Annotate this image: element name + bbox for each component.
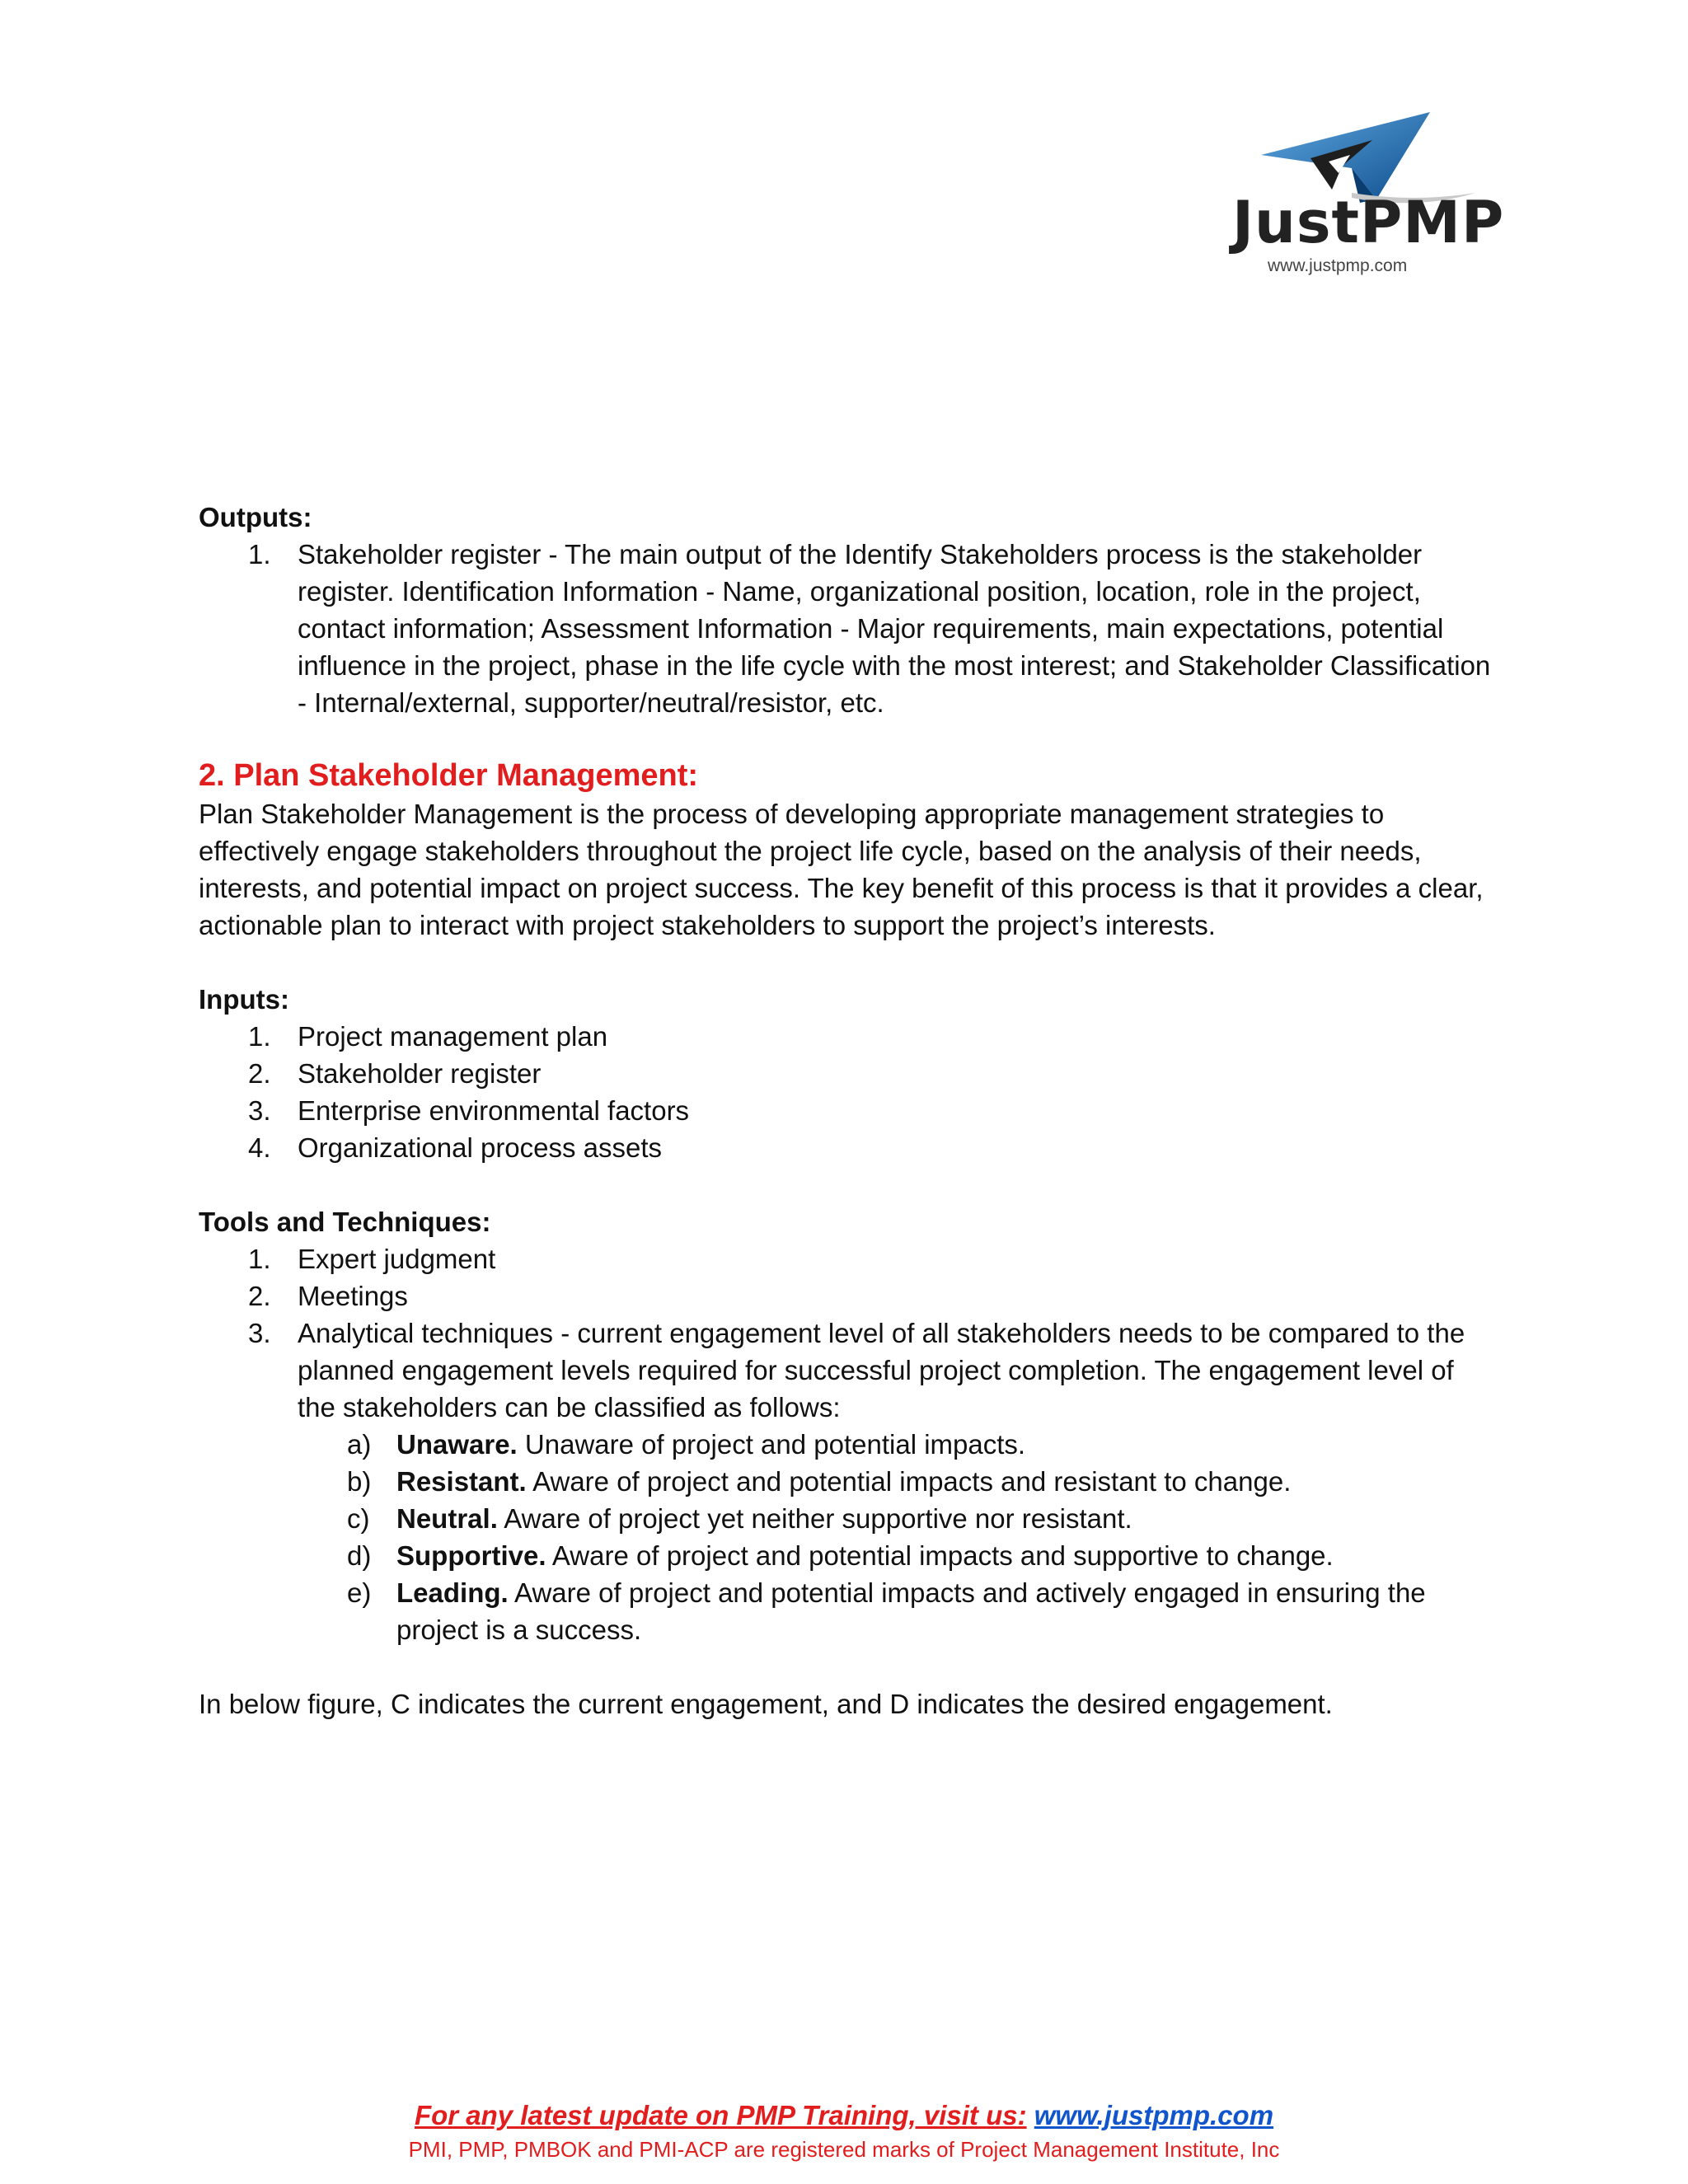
tools-heading: Tools and Techniques: (199, 1207, 491, 1237)
level-description: Aware of project and potential impacts and supportive to change. (551, 1540, 1334, 1571)
engagement-levels-list (298, 1426, 1493, 1648)
list-number: 2. (248, 1058, 271, 1089)
level-description: Aware of project and potential impacts and actively engaged in ensuring the project is a success. (396, 1577, 1426, 1645)
inputs-heading: Inputs: (199, 984, 289, 1015)
list-letter: a) (347, 1429, 372, 1460)
engagement-level-item (199, 1463, 1493, 1500)
list-item (199, 1277, 1493, 1315)
footer-promo-text: For any latest update on PMP Training, visit us: (414, 2100, 1027, 2130)
list-number: 1. (248, 1244, 271, 1274)
engagement-level-item (199, 1426, 1493, 1463)
list-item (199, 1092, 1493, 1129)
footer-trademark: PMI, PMP, PMBOK and PMI-ACP are registered marks of Project Management Institute, Inc (408, 2137, 1280, 2162)
list-number: 2. (248, 1281, 271, 1311)
level-term: Resistant. (396, 1466, 527, 1497)
justpmp-logo (1228, 107, 1505, 280)
engagement-level-item (199, 1574, 1493, 1648)
list-item (199, 1129, 1493, 1166)
level-term: Neutral. (396, 1503, 498, 1534)
list-item-text: Expert judgment (298, 1244, 496, 1274)
inputs-list (199, 1018, 1493, 1166)
list-item-text: Analytical techniques - current engagement level of all stakeholders needs to be compared to the planned engagement levels required for successful project completion. The engagement level of the stakeholders can be classified as follows: (298, 1318, 1465, 1422)
list-letter: c) (347, 1503, 370, 1534)
logo-brand-text: JustPMP (1232, 189, 1505, 256)
level-term: Leading. (396, 1577, 509, 1608)
list-letter: e) (347, 1577, 372, 1608)
list-item (199, 1315, 1493, 1648)
level-term: Unaware. (396, 1429, 518, 1460)
outputs-heading: Outputs: (199, 502, 312, 532)
outputs-list (199, 536, 1493, 721)
list-item-text: Stakeholder register - The main output of the Identify Stakeholders process is the stakeholder register. Identification Information - Name, organizational position, location, role in the project, contact information; Assessment Information - Major requirements, main expectations, potential influence in the project, phase in the life cycle with the most interest; and Stakeholder Classification - Internal/external, supporter/neutral/resistor, etc. (298, 539, 1491, 718)
list-item (199, 536, 1493, 721)
logo-url-text: www.justpmp.com (1268, 256, 1408, 275)
list-item-text: Organizational process assets (298, 1132, 663, 1163)
list-number: 1. (248, 539, 271, 569)
list-letter: b) (347, 1466, 372, 1497)
engagement-level-item (199, 1500, 1493, 1537)
list-item (199, 1055, 1493, 1092)
list-item (199, 1018, 1493, 1055)
level-description: Aware of project yet neither supportive nor resistant. (504, 1503, 1132, 1534)
list-item-text: Meetings (298, 1281, 408, 1311)
level-description: Unaware of project and potential impacts. (524, 1429, 1026, 1460)
list-item (199, 1240, 1493, 1277)
list-number: 1. (248, 1021, 271, 1052)
document-body (199, 499, 1493, 1722)
list-number: 4. (248, 1132, 271, 1163)
list-number: 3. (248, 1318, 271, 1348)
section-description: Plan Stakeholder Management is the process of developing appropriate management strategies to effectively engage stakeholders throughout the project life cycle, based on the analysis of their needs, interests, and potential impact on project success. The key benefit of this process is that it provides a clear, actionable plan to interact with project stakeholders to support the project’s interests. (199, 799, 1484, 940)
list-number: 3. (248, 1095, 271, 1126)
section-title: 2. Plan Stakeholder Management: (199, 758, 699, 793)
list-letter: d) (347, 1540, 372, 1571)
tools-list (199, 1240, 1493, 1648)
figure-note: In below figure, C indicates the current engagement, and D indicates the desired engagement. (199, 1689, 1333, 1719)
engagement-level-item (199, 1537, 1493, 1574)
level-term: Supportive. (396, 1540, 546, 1571)
footer-website-link[interactable]: www.justpmp.com (1034, 2100, 1274, 2130)
level-description: Aware of project and potential impacts and resistant to change. (532, 1466, 1292, 1497)
footer-promo (0, 2099, 1688, 2132)
list-item-text: Enterprise environmental factors (298, 1095, 690, 1126)
list-item-text: Project management plan (298, 1021, 608, 1052)
list-item-text: Stakeholder register (298, 1058, 542, 1089)
